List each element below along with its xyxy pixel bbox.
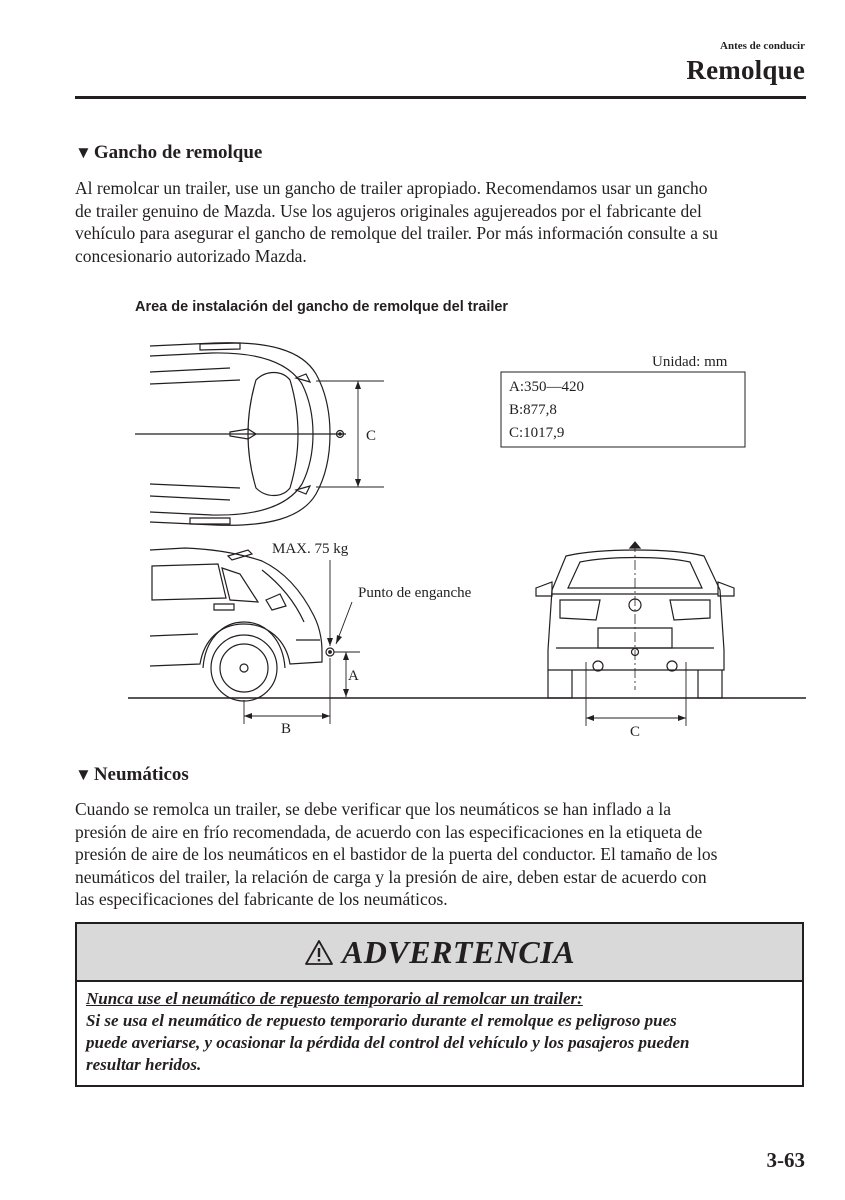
section-heading-tires xyxy=(75,764,189,786)
tires-paragraph xyxy=(75,798,810,911)
dimension-b-label: B xyxy=(281,721,292,737)
warning-line: resultar heridos. xyxy=(86,1055,202,1074)
paragraph-line: concesionario autorizado Mazda. xyxy=(75,245,307,266)
warning-line: Si se usa el neumático de repuesto temporario durante el remolque es peligroso pues xyxy=(86,1011,677,1030)
dimension-a-label: A xyxy=(348,668,359,684)
paragraph-line: Al remolcar un trailer, use un gancho de trailer apropiado. Recomendamos usar un gancho xyxy=(75,178,708,198)
section-heading-hitch-text: Gancho de remolque xyxy=(93,142,263,163)
paragraph-line: de trailer genuino de Mazda. Use los agujeros originales agujereados por el fabricante del xyxy=(75,200,702,221)
dimension-a-value: A:350—420 xyxy=(509,379,584,395)
dimension-c-value: C:1017,9 xyxy=(509,425,565,441)
section-heading-tires-text: Neumáticos xyxy=(93,764,189,785)
paragraph-line: las especificaciones del fabricante de los neumáticos. xyxy=(75,889,448,909)
page-number: 3-63 xyxy=(766,1148,805,1172)
chapter-label: Antes de conducir xyxy=(720,40,805,52)
triangle-marker-icon: ▼ xyxy=(75,765,92,784)
paragraph-line: neumáticos del trailer, la relación de carga y la presión de aire, deben estar de acuerdo con xyxy=(75,866,707,887)
hitch-point-label: Punto de enganche xyxy=(358,585,472,601)
dimension-c-label-top: C xyxy=(366,428,377,444)
warning-body xyxy=(77,982,802,1076)
warning-box xyxy=(75,922,804,1087)
triangle-marker-icon: ▼ xyxy=(75,143,92,162)
unit-label: Unidad: mm xyxy=(652,354,728,370)
paragraph-line: vehículo para asegurar el gancho de remolque del trailer. Por más información consulte a su xyxy=(75,223,718,243)
max-load-label: MAX. 75 kg xyxy=(272,541,349,557)
dimension-c-label-rear: C xyxy=(630,724,641,740)
page-title: Remolque xyxy=(686,55,805,85)
dimension-b-value: B:877,8 xyxy=(509,402,557,418)
warning-title: ADVERTENCIA xyxy=(341,933,576,970)
warning-lead: Nunca use el neumático de repuesto temporario al remolcar un trailer: xyxy=(86,989,583,1008)
warning-header xyxy=(77,924,802,982)
figure-caption: Area de instalación del gancho de remolque del trailer xyxy=(135,299,509,315)
vehicle-side-view xyxy=(150,548,322,701)
warning-triangle-icon xyxy=(304,939,334,966)
warning-line: puede averiarse, y ocasionar la pérdida del control del vehículo y los pasajeros pueden xyxy=(86,1033,690,1052)
paragraph-line: Cuando se remolca un trailer, se debe verificar que los neumáticos se han inflado a la xyxy=(75,799,672,819)
paragraph-line: presión de aire en frío recomendada, de acuerdo con las especificaciones en la etiqueta de xyxy=(75,821,703,842)
paragraph-line: presión de aire de los neumáticos en el bastidor de la puerta del conductor. El tamaño de los xyxy=(75,844,718,864)
